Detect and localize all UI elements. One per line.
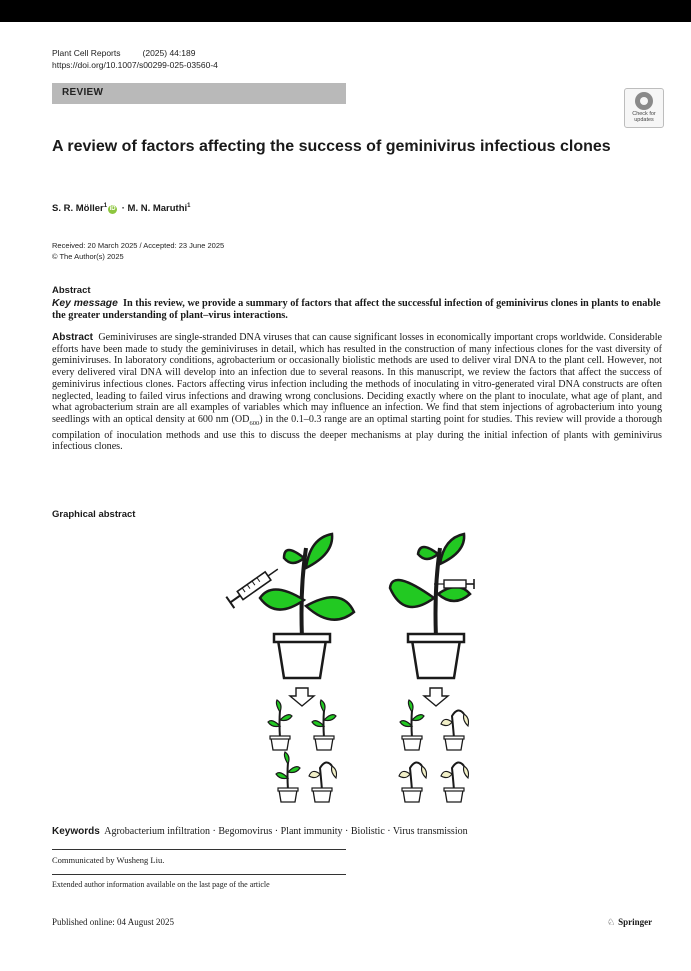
author-list bbox=[52, 203, 191, 214]
outcome-left bbox=[268, 700, 337, 802]
author-name[interactable]: S. R. Möller bbox=[52, 203, 104, 215]
top-black-bar bbox=[0, 0, 691, 22]
abstract-text-2: ) in the 0.1–0.3 range are an optimal starting point for studies. This review will provide a thorough compilation of inoculation methods and use this to discuss the deeper mechanisms at play during the initial infection of plants with geminivirus infectious clones. bbox=[52, 413, 662, 453]
orcid-icon[interactable]: iD bbox=[109, 206, 116, 213]
footnote-divider bbox=[52, 874, 346, 875]
arrow-down-icon bbox=[290, 688, 314, 706]
arrow-down-icon bbox=[424, 688, 448, 706]
graphical-abstract-figure bbox=[222, 528, 492, 806]
outcome-right bbox=[399, 700, 469, 802]
publisher-logo bbox=[607, 917, 652, 928]
footnote-divider bbox=[52, 849, 346, 850]
abstract-text-1: Geminiviruses are single-stranded DNA viruses that can cause significant losses in economically important crops worldwide. Considerable efforts have been made to study the geminiviruses in detail, which has resulted in the construction of many infectious clones for the vast diversity of geminiviruses. In laboratory conditions, agrobacterium or occasionally biolistic methods are used to deliver viral DNA to the plant cell. However, not every delivered viral DNA will develop into an infection due to several reasons. In this manuscript, we review the factors that affect the success of geminivirus infectious clones. Factors affecting virus infection including the methods of inoculating in vitro-generated viral DNA constructs are often neglected, leading to failed virus infections and drawing wrong conclusions. Deciding exactly where on the plant to inoculate, what age of plant, and what agrobacterium strain are all examples of variables which may influence an infection. We find that stem injections of agrobacterium into young seedlings with an optical density at 600 nm ( bbox=[52, 332, 663, 425]
affiliation-mark: 1 bbox=[103, 203, 108, 209]
crossmark-icon bbox=[635, 92, 653, 110]
od-symbol: OD bbox=[234, 413, 250, 425]
syringe-icon-leaf bbox=[434, 579, 474, 589]
journal-name: Plant Cell Reports bbox=[52, 48, 121, 58]
springer-horse-icon: ♘ bbox=[607, 917, 616, 927]
doi-link[interactable]: https://doi.org/10.1007/s00299-025-03560-4 bbox=[52, 60, 218, 70]
journal-citation bbox=[52, 47, 195, 59]
graphical-abstract-heading: Graphical abstract bbox=[52, 509, 136, 520]
keywords-list: Agrobacterium infiltration · Begomovirus · Plant immunity · Biolistic · Virus transmission bbox=[104, 826, 468, 837]
communicated-by: Communicated by Wusheng Liu. bbox=[52, 855, 165, 865]
left-plant bbox=[260, 534, 354, 678]
article-type-band bbox=[52, 83, 346, 104]
key-message-text: In this review, we provide a summary of factors that affect the successful infection of geminivirus clones in plants to enable the greater understanding of plant–virus interactions. bbox=[52, 298, 661, 321]
od-subscript: 600 bbox=[249, 419, 260, 427]
check-for-updates-badge[interactable] bbox=[624, 88, 664, 128]
author-separator: · bbox=[121, 203, 125, 215]
abstract-label: Abstract bbox=[52, 332, 93, 343]
key-message bbox=[52, 298, 662, 321]
received-accepted-dates: Received: 20 March 2025 / Accepted: 23 June 2025 bbox=[52, 241, 225, 250]
abstract-body bbox=[52, 332, 662, 453]
publisher-name: Springer bbox=[618, 917, 653, 927]
abstract-heading: Abstract bbox=[52, 285, 91, 296]
author-name[interactable]: M. N. Maruthi bbox=[127, 203, 188, 215]
right-plant bbox=[390, 534, 470, 678]
keywords bbox=[52, 826, 468, 837]
keywords-label: Keywords bbox=[52, 826, 100, 837]
published-date: Published online: 04 August 2025 bbox=[52, 917, 175, 927]
article-type: REVIEW bbox=[62, 87, 104, 98]
article-title: A review of factors affecting the success of geminivirus infectious clones bbox=[52, 138, 611, 155]
copyright-notice: © The Author(s) 2025 bbox=[52, 252, 124, 261]
extended-author-info: Extended author information available on the last page of the article bbox=[52, 880, 270, 889]
journal-volume: (2025) 44:189 bbox=[142, 48, 196, 58]
crossmark-label: Check for updates bbox=[632, 111, 656, 123]
key-message-label: Key message bbox=[52, 298, 118, 309]
affiliation-mark: 1 bbox=[187, 203, 191, 209]
